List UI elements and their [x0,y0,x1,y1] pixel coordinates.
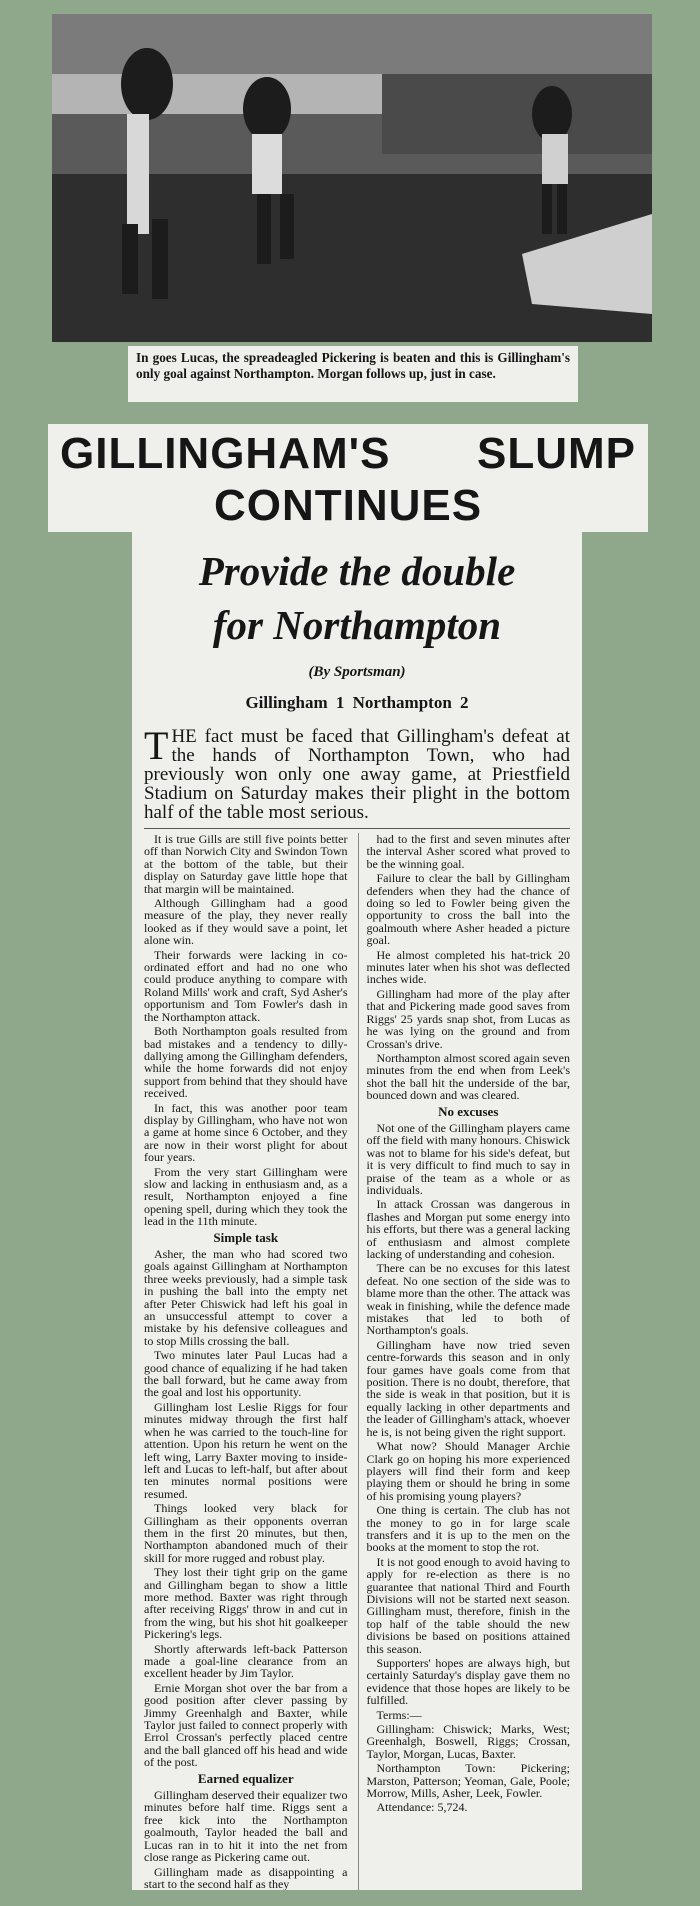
paragraph: Although Gillingham had a good measure of the play, they never really looked as if they would save a point, let alone win. [144,896,348,948]
section-heading: No excuses [438,1103,499,1119]
paragraph: Gillingham had more of the play after that and Pickering made good saves from Riggs' 25 yards snap shot, from Lucas as he was lying on the ground and from Crossan's drive. [366,986,570,1051]
section-heading: Earned equalizer [197,1770,294,1786]
headline [48,424,648,532]
paragraph: It is not good enough to avoid having to apply for re-election as there is no guarantee that national Third and Fourth Divisions will not be started next season. Gillingham must, therefore, finish in the top half of the table should the new divisions be based on positions attained this season. [366,1554,570,1656]
headline-line-2: CONTINUES [213,481,483,530]
paragraph: Failure to clear the ball by Gillingham defenders when they had the chance of doing so led to Fowler being given the opportunity to cross the ball into the goalmouth where Asher headed a picture goal. [366,871,570,948]
drop-cap: T [144,723,169,768]
paragraph: They lost their tight grip on the game and Gillingham began to show a little more method. Baxter was right through after receiving Riggs' throw in and cut in from the wing, but his shot hit goalkeeper Pickering's legs. [144,1565,348,1642]
paragraph: Asher, the man who had scored two goals against Gillingham at Northampton three weeks previously, had a simple task in pushing the ball into the empty net after Peter Chiswick had left his goal in an unsuccessful attempt to cover a mistake by his defensive colleagues and to stop Mills crossing the ball. [144,1247,348,1348]
gillingham-lineup: Gillingham: Chiswick; Marks, West; Greenhalgh, Boswell, Riggs; Crossan, Taylor, Morgan, Lucas, Baxter. [366,1722,570,1761]
paragraph: Two minutes later Paul Lucas had a good chance of equalizing if he had taken the ball forward, but he came away from the goal and lost his opportunity. [144,1348,348,1400]
paragraph: One thing is certain. The club has not the money to go in for large scale transfers and it is up to the men on the books at the moment to stop the rot. [366,1503,570,1555]
column-left [144,833,348,1890]
section-heading: Simple task [213,1229,279,1245]
northampton-lineup: Northampton Town: Pickering; Marston, Patterson; Yeoman, Gale, Poole; Morrow, Mills, Asher, Leek, Fowler. [366,1761,570,1801]
paragraph: Both Northampton goals resulted from bad mistakes and a tendency to dilly-dallying among the Gillingham defenders, while the home forwards did not enjoy support from behind that they should have received. [144,1024,348,1101]
headline-word-2: SLUMP [477,429,636,478]
paragraph: Their forwards were lacking in co-ordinated effort and had no one who could produce anything to compare with Roland Mills' work and craft, Syd Asher's opportunism and Tom Fowler's dash in the Northampton attack. [144,947,348,1024]
paragraph: In fact, this was another poor team display by Gillingham, who have not won a game at home since 6 October, and they are now in their worst plight for about four years. [144,1100,348,1165]
attendance: Attendance: 5,724. [376,1800,468,1815]
article-columns [144,828,570,1890]
lead-paragraph [144,723,570,823]
teams-label: Terms:— [376,1707,422,1722]
byline: (By Sportsman) [308,664,406,680]
lead-text: HE fact must be faced that Gillingham's defeat at the hands of Northampton Town, who had previously won only one away game, at Priestfield Stadium on Saturday makes their plight in the bottom half of the table most serious. [144,726,570,823]
paragraph: In attack Crossan was dangerous in flashes and Morgan put some energy into his efforts, but there was a general lacking of enthusiasm and almost complete lacking of understanding and cohesion. [366,1197,570,1261]
paragraph: Things looked very black for Gillingham as their opponents overran them in the first 20 minutes, but then, Northampton abandoned much of their skill for more rugged and robust play. [144,1501,348,1565]
paragraph: Ernie Morgan shot over the bar from a good position after clever passing by Jimmy Greenhalgh and Baxter, while Taylor just failed to connect properly with Errol Crossan's perfectly placed centre and the ball glanced off his head and wide of the post. [144,1680,348,1770]
article [132,532,582,1890]
paragraph: What now? Should Manager Archie Clark go on hoping his more experienced players will find their form and keep playing them or should he bring in some of his promising young players? [366,1439,570,1503]
paragraph: From the very start Gillingham were slow and lacking in enthusiasm and, as a result, Northampton enjoyed a fine opening spell, during which they took the lead in the 11th minute. [144,1164,348,1229]
paragraph: He almost completed his hat-trick 20 minutes later when his shot was deflected inches wide. [366,947,570,987]
paragraph: There can be no excuses for this latest defeat. No one section of the side was to blame more than the other. The attack was weak in finishing, while the defence made mistakes that led to both of Northampton's goals. [366,1261,570,1338]
photo-caption: In goes Lucas, the spreadeagled Pickering is beaten and this is Gillingham's only goal against Northampton. Morgan follows up, just in case. [128,346,578,402]
paragraph: Gillingham deserved their equalizer two minutes before half time. Riggs sent a free kick into the Northampton goalmouth, Taylor headed the ball and Lucas ran in to hit it into the net from close range as Pickering came out. [144,1788,348,1865]
column-right [358,833,571,1890]
paragraph: Supporters' hopes are always high, but certainly Saturday's display gave them no evidence that those hopes are likely to be fulfilled. [366,1656,570,1708]
paragraph: had to the first and seven minutes after the interval Asher scored what proved to be the winning goal. [366,832,570,871]
paragraph: Gillingham made as disappointing a start to the second half as they [144,1864,348,1890]
paragraph: Gillingham have now tried seven centre-forwards this season and in only four games have goals come from that position. There is no doubt, therefore, that the side is weak in that position, but it is equally lacking in other departments and the leader of Gillingham's attack, whoever he is, is not being given the right support. [366,1337,570,1439]
subheadline-line-1: Provide the double [198,548,516,594]
headline-word-1: GILLINGHAM'S [60,429,391,478]
score-line: Gillingham 1 Northampton 2 [245,693,469,712]
paragraph: Not one of the Gillingham players came off the field with many honours. Chiswick was not to blame for his side's defeat, but it is very difficult to find much to say in praise of the team as a whole or as individuals. [366,1120,570,1197]
paragraph: Gillingham lost Leslie Riggs for four minutes midway through the first half when he was carried to the touch-line for attention. Upon his return he went on the left wing, Larry Baxter moving to inside-left and Lucas to left-half, but after about ten minutes normal positions were resumed. [144,1399,348,1501]
subheadline [144,544,570,652]
paragraph: It is true Gills are still five points better off than Norwich City and Swindon Town at the bottom of the table, but their display on Saturday gave little hope that that margin will be maintained. [144,832,348,896]
match-photo [52,14,652,342]
subheadline-line-2: for Northampton [212,602,502,648]
paragraph: Shortly afterwards left-back Patterson made a goal-line clearance from an excellent header by Jim Taylor. [144,1641,348,1681]
paragraph: Northampton almost scored again seven minutes from the end when from Leek's shot the ball hit the underside of the bar, bounced down and was cleared. [366,1050,570,1103]
